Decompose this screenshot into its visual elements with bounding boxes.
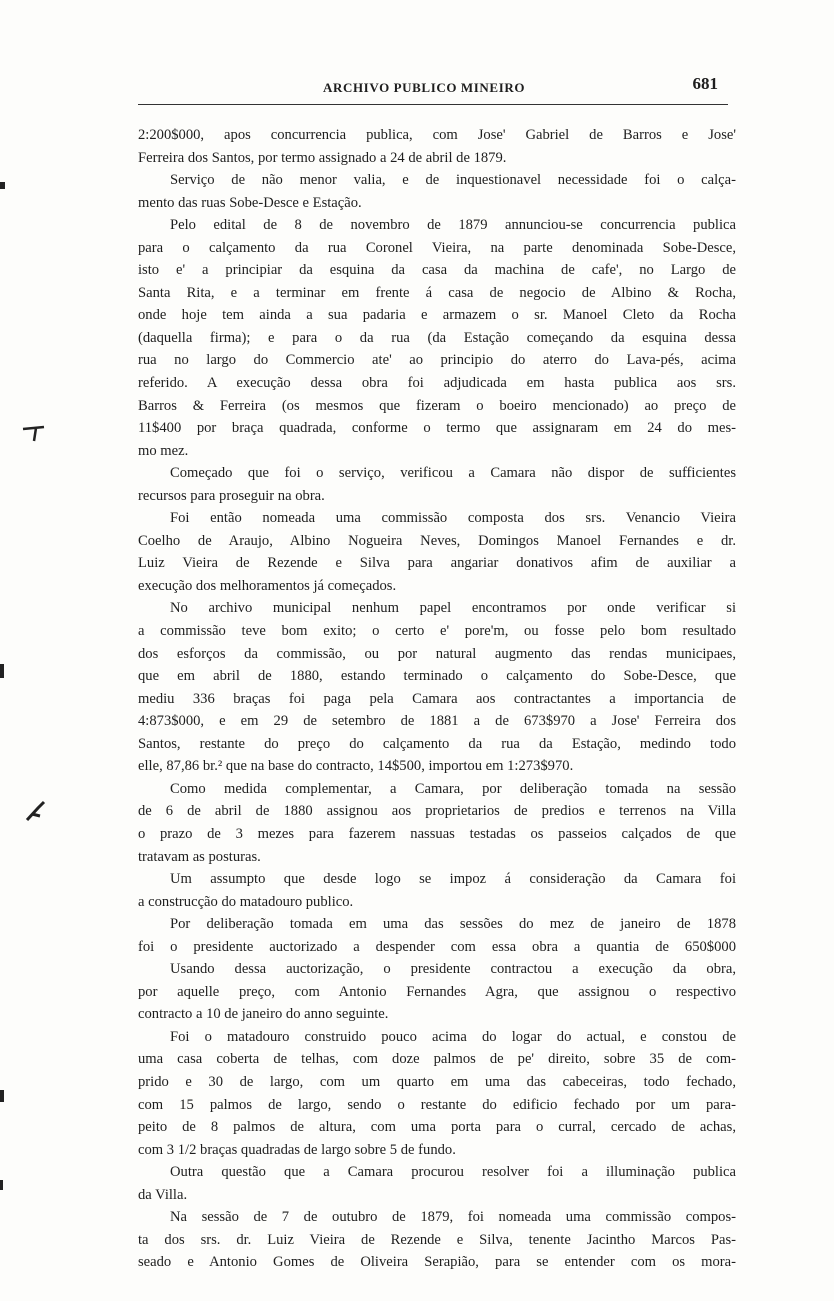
text-line: Um assumpto que desde logo se impoz á consideração da Camara foi — [170, 871, 736, 888]
text-line: 2:200$000, apos concurrencia publica, com Jose' Gabriel de Barros e Jose' — [138, 127, 736, 143]
text-line: Foi então nomeada uma commissão composta dos srs. Venancio Vieira — [170, 510, 736, 527]
text-line: da Villa. — [138, 1186, 188, 1203]
text-line: com 15 palmos de largo, sendo o restante do edificio fechado por um para- — [138, 1096, 736, 1113]
text-line: de 6 de abril de 1880 assignou aos proprietarios de predios e terrenos na Villa — [138, 803, 736, 820]
text-line: por aquelle preço, com Antonio Fernandes Agra, que assignou o respectivo — [138, 983, 736, 1000]
text-line: isto e' a principiar da esquina da casa da machina de cafe', no Largo de — [138, 262, 736, 279]
text-line: Foi o matadouro construido pouco acima do logar do actual, e constou de — [170, 1028, 736, 1045]
text-line: para o calçamento da rua Coronel Vieira, na parte denominada Sobe-Desce, — [138, 239, 736, 256]
text-line: ta dos srs. dr. Luiz Vieira de Rezende e Silva, tenente Jacintho Marcos Pas- — [138, 1231, 736, 1248]
text-line: No archivo municipal nenhum papel encontramos por onde verificar si — [170, 600, 736, 617]
text-line: Como medida complementar, a Camara, por deliberação tomada na sessão — [170, 780, 736, 797]
text-line: contracto a 10 de janeiro do anno seguinte. — [138, 1006, 389, 1023]
text-line: mo mez. — [138, 442, 189, 459]
left-edge-mark — [0, 182, 5, 189]
margin-mark-icon — [22, 424, 46, 444]
text-line: (daquella firma); e para o da rua (da Estação começando da esquina dessa — [138, 329, 736, 346]
text-line: onde hoje tem ainda a sua padaria e armazem o sr. Manoel Cleto da Rocha — [138, 307, 736, 324]
left-edge-mark — [0, 1180, 3, 1190]
text-line: 11$400 por braça quadrada, conforme o termo que assignaram em 24 do mes- — [138, 420, 736, 437]
text-line: uma casa coberta de telhas, com doze palmos de pe' direito, sobre 35 de com- — [138, 1051, 736, 1068]
text-line: Serviço de não menor valia, e de inquestionavel necessidade foi o calça- — [170, 172, 736, 189]
text-line: execução dos melhoramentos já começados. — [138, 577, 397, 594]
text-line: Santos, restante do preço do calçamento da rua da Estação, medindo todo — [138, 735, 736, 752]
text-line: seado e Antonio Gomes de Oliveira Serapião, para se entender com os mora- — [138, 1254, 736, 1271]
text-line: Na sessão de 7 de outubro de 1879, foi nomeada uma commissão compos- — [170, 1209, 736, 1226]
text-line: Ferreira dos Santos, por termo assignado a 24 de abril de 1879. — [138, 149, 507, 166]
text-line: prido e 30 de largo, com um quarto em uma das cabeceiras, todo fechado, — [138, 1073, 736, 1090]
text-line: Usando dessa auctorização, o presidente contractou a execução da obra, — [170, 961, 736, 978]
text-line: Santa Rita, e a terminar em frente á casa de negocio de Albino & Rocha, — [138, 284, 736, 301]
running-title: ARCHIVO PUBLICO MINEIRO — [323, 80, 526, 95]
page-number: 681 — [692, 74, 718, 93]
text-line: Barros & Ferreira (os mesmos que fizeram o boeiro mencionado) ao preço de — [138, 397, 736, 414]
text-line: que em abril de 1880, estando terminado o calçamento do Sobe-Desce, que — [138, 668, 736, 685]
text-line: Por deliberação tomada em uma das sessões do mez de janeiro de 1878 — [170, 916, 736, 933]
text-line: mediu 336 braças foi paga pela Camara aos contractantes a importancia de — [138, 690, 736, 707]
text-line: rua no largo do Commercio ate' ao principio do aterro do Lava-pés, acima — [138, 352, 736, 369]
text-line: referido. A execução dessa obra foi adjudicada em hasta publica aos srs. — [138, 375, 736, 392]
text-line: Outra questão que a Camara procurou resolver foi a illuminação publica — [170, 1164, 736, 1181]
text-line: elle, 87,86 br.² que na base do contracto, 14$500, importou em 1:273$970. — [138, 758, 574, 775]
text-line: 4:873$000, e em 29 de setembro de 1881 a de 673$970 a Jose' Ferreira dos — [138, 713, 736, 730]
left-edge-mark — [0, 1090, 4, 1102]
text-line: foi o presidente auctorizado a despender com essa obra a quantia de 650$000 — [138, 938, 736, 955]
text-line: tratavam as posturas. — [138, 848, 261, 865]
text-line: a commissão teve bom exito; o certo e' pore'm, ou fosse pelo bom resultado — [138, 623, 736, 640]
text-line: Começado que foi o serviço, verificou a Camara não dispor de sufficientes — [170, 465, 736, 482]
text-line: mento das ruas Sobe-Desce e Estação. — [138, 194, 362, 211]
header-rule — [138, 104, 728, 105]
body-text — [138, 124, 736, 1274]
text-line: com 3 1/2 braças quadradas de largo sobre 5 de fundo. — [138, 1141, 456, 1158]
text-line: dos esforços da commissão, ou por natural augmento das rendas municipaes, — [138, 645, 736, 662]
text-line: Pelo edital de 8 de novembro de 1879 annunciou-se concurrencia publica — [170, 217, 736, 234]
text-line: o prazo de 3 mezes para fazerem nassuas testadas os passeios calçados de que — [138, 825, 736, 842]
text-line: Luiz Vieira de Rezende e Silva para angariar donativos afim de auxiliar a — [138, 555, 736, 572]
text-line: peito de 8 palmos de altura, com uma porta para o curral, cercado de achas, — [138, 1119, 736, 1136]
page-header — [138, 74, 738, 106]
margin-mark-icon — [24, 800, 48, 824]
text-line: a construcção do matadouro publico. — [138, 893, 354, 910]
left-edge-mark — [0, 664, 4, 678]
text-line: recursos para proseguir na obra. — [138, 487, 325, 504]
text-line: Coelho de Araujo, Albino Nogueira Neves, Domingos Manoel Fernandes e dr. — [138, 532, 736, 549]
